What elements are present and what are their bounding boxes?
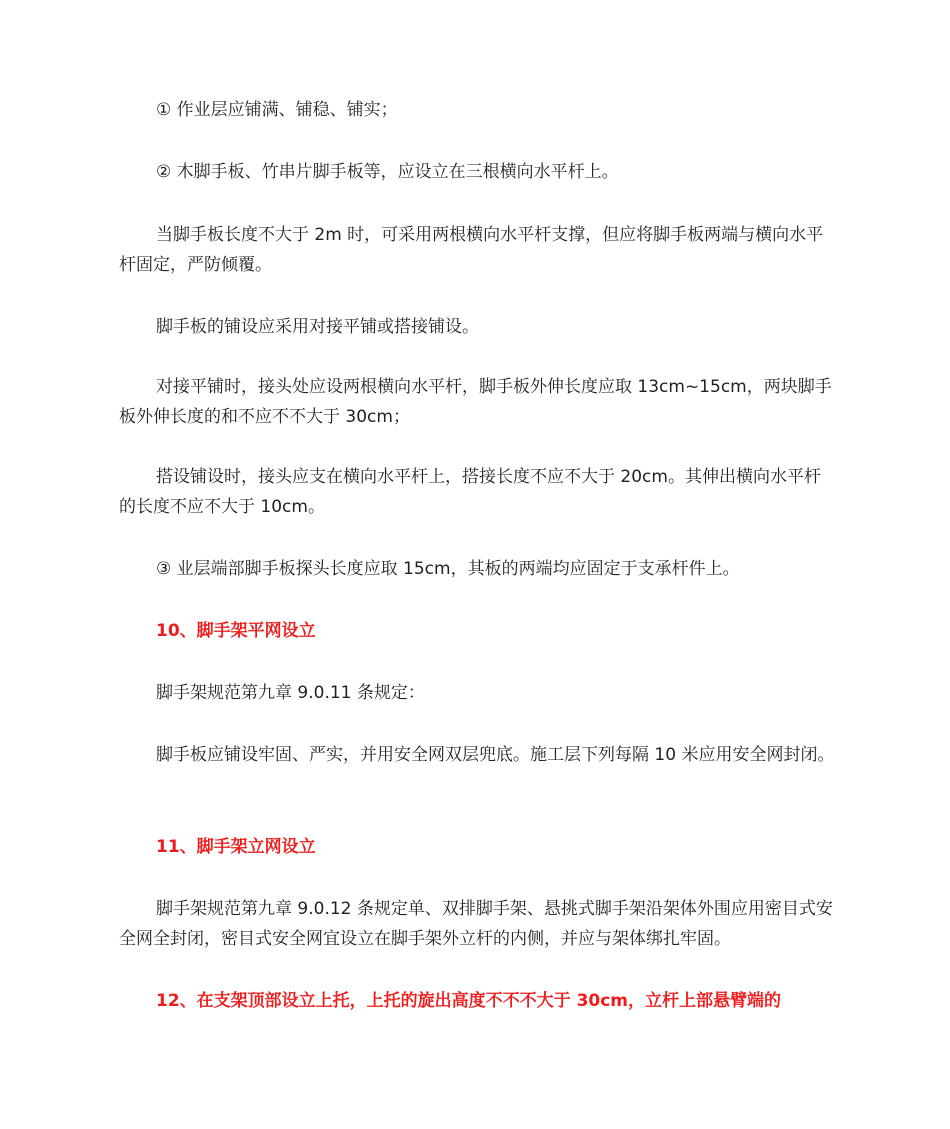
paragraph-lap-joint: 搭设铺设时，接头应支在横向水平杆上，搭接长度不应不大于 20cm。其伸出横向水平杆的长度不应不大于 10cm。 xyxy=(119,467,821,517)
paragraph-end-overhang: ③ 业层端部脚手板探头长度应取 15cm，其板的两端均应固定于支承杆件上。 xyxy=(156,559,740,579)
section-heading-vertical-net: 11、脚手架立网设立 xyxy=(156,837,316,857)
paragraph-flat-net-rule: 脚手架规范第九章 9.0.11 条规定： xyxy=(156,683,425,703)
paragraph-butt-joint: 对接平铺时，接头处应设两根横向水平杆，脚手板外伸长度应取 13cm~15cm，两块脚手板外伸长度的和不应不不大于 30cm； xyxy=(119,377,832,427)
section-heading-flat-net: 10、脚手架平网设立 xyxy=(156,621,316,641)
paragraph-plank-support: ② 木脚手板、竹串片脚手板等，应设立在三根横向水平杆上。 xyxy=(156,162,619,182)
paragraph-plank-laying: 脚手板的铺设应采用对接平铺或搭接铺设。 xyxy=(156,317,479,337)
paragraph-vertical-net-rule: 脚手架规范第九章 9.0.12 条规定单、双排脚手架、悬挑式脚手架沿架体外围应用密目式安全网全封闭，密目式安全网宜设立在脚手架外立杆的内侧，并应与架体绑扎牢固。 xyxy=(119,899,833,949)
paragraph-flat-net-detail: 脚手板应铺设牢固、严实，并用安全网双层兜底。施工层下列每隔 10 米应用安全网封闭。 xyxy=(156,745,835,765)
section-heading-top-support: 12、在支架顶部设立上托，上托的旋出高度不不不大于 30cm，立杆上部悬臂端的 xyxy=(156,991,782,1011)
paragraph-plank-length: 当脚手板长度不大于 2m 时，可采用两根横向水平杆支撑，但应将脚手板两端与横向水平杆固定，严防倾覆。 xyxy=(119,225,824,275)
paragraph-work-layer: ① 作业层应铺满、铺稳、铺实； xyxy=(156,100,398,120)
